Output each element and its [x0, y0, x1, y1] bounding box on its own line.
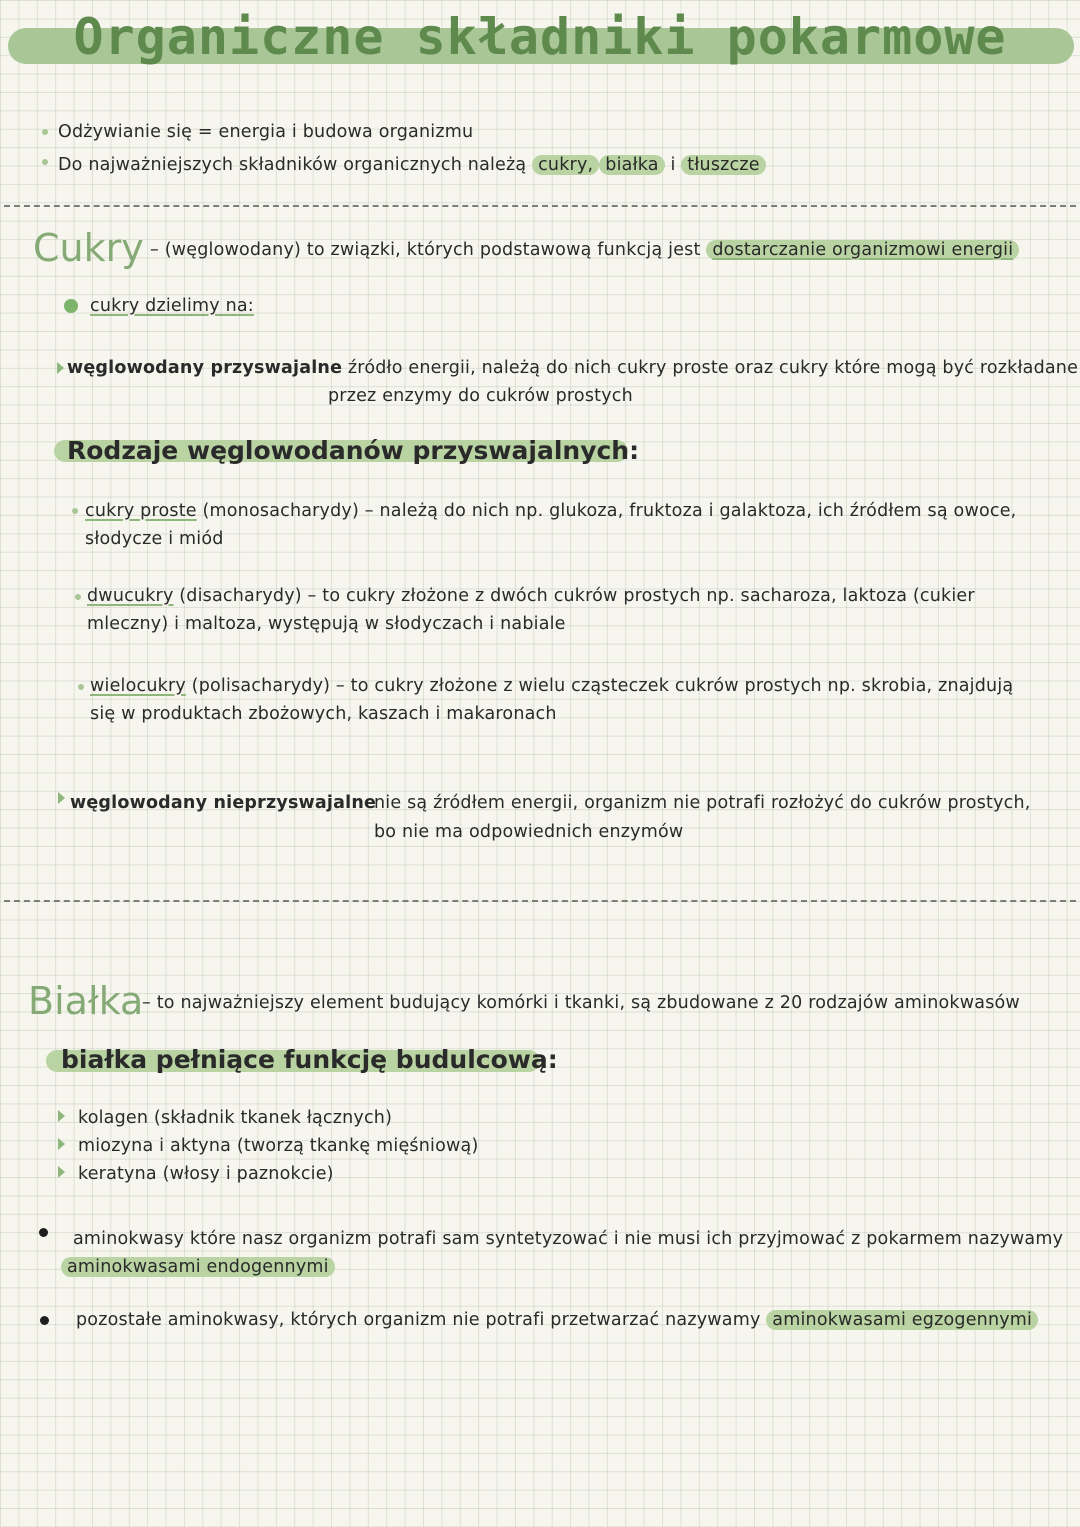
proste-term: cukry proste — [85, 501, 197, 521]
intro-line-2-text: Do najważniejszych składników organicznych należą — [58, 155, 527, 175]
bullet-dot — [72, 508, 78, 514]
wielocukry-text-2: się w produktach zbożowych, kaszach i makaronach — [90, 704, 557, 724]
highlight-bialka: białka — [599, 155, 664, 175]
nieprzyswajalne-text-2: bo nie ma odpowiednich enzymów — [374, 822, 684, 842]
proste-text-1: (monosacharydy) – należą do nich np. glukoza, fruktoza i galaktoza, ich źródłem są owoce, — [196, 501, 1017, 521]
section-divider — [4, 205, 1076, 207]
bullet-dot — [64, 299, 78, 313]
budulcowa-heading: białka pełniące funkcję budulcową: — [61, 1045, 558, 1074]
wielocukry-text-1: (polisacharydy) – to cukry złożone z wielu cząsteczek cukrów prostych np. skrobia, znajdują — [185, 676, 1014, 696]
endogenne-text: aminokwasy które nasz organizm potrafi sam syntetyzować i nie musi ich przyjmować z pokarmem nazywamy — [73, 1229, 1064, 1249]
nieprzyswajalne-text-1: nie są źródłem energii, organizm nie potrafi rozłożyć do cukrów prostych, — [374, 793, 1031, 813]
bullet-dot — [42, 159, 48, 165]
list-item: keratyna (włosy i paznokcie) — [78, 1164, 334, 1184]
bullet-dot — [78, 684, 84, 690]
przyswajalne-label: węglowodany przyswajalne — [67, 358, 343, 378]
dwucukry-text-1: (disacharydy) – to cukry złożone z dwóch cukrów prostych np. sacharoza, laktoza (cukier — [173, 586, 975, 606]
intro-line-2 — [58, 151, 766, 179]
section-title-bialka: Białka — [28, 979, 144, 1023]
highlight-endogenne: aminokwasami endogennymi — [61, 1257, 335, 1277]
page-title: Organiczne składniki pokarmowe — [73, 8, 1007, 66]
przyswajalne-line-1 — [67, 354, 1078, 382]
highlight-tluszcze: tłuszcze — [681, 155, 765, 175]
rodzaje-heading: Rodzaje węglowodanów przyswajalnych: — [67, 436, 640, 465]
section-divider — [4, 900, 1076, 902]
egzogenne-line — [76, 1306, 1038, 1334]
cukry-description-text: – (węglowodany) to związki, których podstawową funkcją jest — [150, 240, 701, 260]
bullet-dot — [42, 129, 48, 135]
arrow-bullet-icon — [58, 1110, 65, 1122]
dwucukry-term: dwucukry — [87, 586, 174, 606]
bullet-dot — [40, 1316, 49, 1325]
arrow-bullet-icon — [58, 1138, 65, 1150]
cukry-description — [150, 236, 1019, 264]
egzogenne-text: pozostałe aminokwasy, których organizm nie potrafi przetwarzać nazywamy — [76, 1310, 761, 1330]
arrow-bullet-icon — [58, 1166, 65, 1178]
proste-text-2: słodycze i miód — [85, 529, 224, 549]
intro-line-1: Odżywianie się = energia i budowa organizmu — [58, 122, 474, 142]
dwucukry-line-1 — [87, 582, 975, 610]
list-item: miozyna i aktyna (tworzą tkankę mięśniową) — [78, 1136, 479, 1156]
list-item: kolagen (składnik tkanek łącznych) — [78, 1108, 393, 1128]
przyswajalne-text-2: przez enzymy do cukrów prostych — [328, 386, 633, 406]
bullet-dot — [39, 1228, 48, 1237]
cukry-divide-label: cukry dzielimy na: — [90, 296, 254, 316]
arrow-bullet-icon — [58, 792, 65, 804]
wielocukry-term: wielocukry — [90, 676, 186, 696]
endogenne-line-2 — [61, 1253, 335, 1281]
nieprzyswajalne-label: węglowodany nieprzyswajalne — [70, 793, 377, 813]
wielocukry-line-1 — [90, 672, 1013, 700]
bullet-dot — [75, 594, 81, 600]
przyswajalne-text-1: źródło energii, należą do nich cukry proste oraz cukry które mogą być rozkładane — [347, 358, 1079, 378]
proste-line-1 — [85, 497, 1016, 525]
dwucukry-text-2: mleczny) i maltoza, występują w słodyczach i nabiale — [87, 614, 566, 634]
bialka-description: – to najważniejszy element budujący komórki i tkanki, są zbudowane z 20 rodzajów aminokwasów — [142, 993, 1020, 1013]
arrow-bullet-icon — [57, 362, 64, 374]
highlight-cukry: cukry, — [532, 155, 599, 175]
highlight-energy: dostarczanie organizmowi energii — [706, 240, 1019, 260]
section-title-cukry: Cukry — [33, 226, 144, 270]
highlight-egzogenne: aminokwasami egzogennymi — [766, 1310, 1038, 1330]
intro-and: i — [670, 155, 676, 175]
